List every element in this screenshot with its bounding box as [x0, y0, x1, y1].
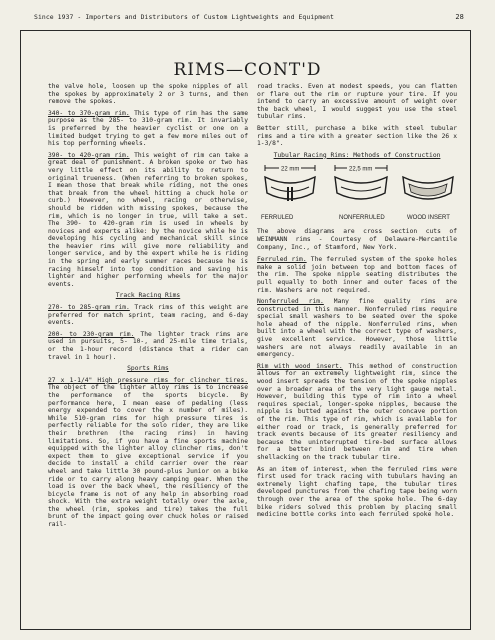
page-title: RIMS—CONT'D [173, 60, 322, 80]
paragraph-better-still: Better still, purchase a bike with steel tubular rims and a tire with a greater section like the 26 x 1-3/8". [257, 124, 457, 148]
left-column [48, 83, 248, 533]
rim-diagrams [257, 163, 457, 225]
heading-clincher-rims: 27 x 1-1/4" High pressure rims for clincher tires. [48, 376, 248, 384]
nonferruled-rim-section [335, 177, 387, 199]
heading-nonferruled: Nonferruled rim. [257, 298, 324, 306]
running-header [34, 13, 464, 21]
running-head-text: Since 1937 - Importers and Distributors of Custom Lightweights and Equipment [34, 13, 335, 21]
label-nonferruled: NONFERRULED [339, 215, 385, 222]
paragraph-wood-insert: Rim with wood insert. This method of construction allows for an extremely lightweight rim, since the wood insert spreads the tension of the spoke nipples over a broader area of the very light gauge metal. However, building this type of rim into a wheel requires special, longer-spoke nipples, because the nipple is butted against the outer concave portion of the rim. This type of rim, which is available for either road or track, is generally preferred for track events because of its greater resiliency and because the uninterrupted tire-bed surface allows for a better bind between rim and tire when shellacking on the track tubular tire. [257, 362, 457, 461]
dimension-label-22-5mm: 22,5 mm [349, 166, 373, 173]
page-number: 28 [455, 13, 464, 21]
rim-cross-section-figure [257, 152, 457, 251]
figure-caption: Tubular Racing Rims: Methods of Construction [273, 151, 441, 159]
subheading-track-racing-rims: Track Racing Rims [115, 292, 181, 300]
wood-insert-rim-section [403, 177, 453, 199]
heading-wood-insert: Rim with wood insert. [257, 362, 343, 370]
label-wood-insert: WOOD INSERT [407, 215, 450, 222]
paragraph-nonferruled: Nonferruled rim. Many fine quality rims are constructed in this manner. Nonferruled rims require special small washers to be seated over the spoke hole ahead of the nipple. Nonferruled rims, when built into a wheel with the correct type of washers, give excellent service. However, those little washers are not always readily available in an emergency. [257, 298, 457, 359]
paragraph-200-rim: 200- to 230-gram rim. The lighter track rims are used in pursuits, 5- 10-, and 25-mile time trials, or the 1-hour record (distance that a rider can travel in 1 hour). [48, 330, 248, 361]
subheading-sports-rims: Sports Rims [127, 365, 169, 373]
paragraph-ferruled: Ferruled rim. The ferruled system of the spoke holes make a solid join between top and bottom faces of the rim. The spoke nipple seating distributes the pull equally to both inner and outer faces of the rim. Washers are not required. [257, 256, 457, 294]
figure-note: The above diagrams are cross section cuts of WEINMANN rims - Courtesy of Delaware-Mercantile Company, Inc., of Stamford, New York. [257, 228, 457, 251]
paragraph-270-rim: 270- to 285-gram rim. Track rims of this weight are preferred for match sprint, team racing, and 6-day events. [48, 304, 248, 327]
paragraph-clincher-rims: 27 x 1-1/4" High pressure rims for clincher tires. The object of the lighter alloy rims is to increase the performance of the sports bicycle. By performance here, I mean ease of pedaling (less energy expended to cover the x number of miles). While 510-gram rims for high pressure tires is perfectly reliable for the solo rider, they are like their brethren (the racing rims) in having limitations. So, if you have a fine sports machine equipped with the lighter alloy clincher rims, don't expect them to give exceptional service if you decide to install a child carrier over the rear wheel and take little 30 pound-plus Junior on a bike ride or to carry along heavy camping gear. When the load is over the back wheel, the resiliency of the bicycle frame is not of any help in absorbing road shock. With the extra weight totally over the axle, the wheel (rim, spokes and tire) takes the full brunt of the impact going over chuck holes or raised rail- [48, 376, 248, 529]
right-column [257, 83, 457, 523]
heading-340-rim: 340- to 370-gram rim. [48, 109, 130, 117]
dimension-label-22mm: 22 mm [281, 166, 300, 173]
paragraph-continued: road tracks. Even at modest speeds, you can flatten or flare out the rim or rupture your tire. If you intend to carry an excessive amount of weight over the back wheel, I would suggest you use the steel tubular rims. [257, 83, 457, 121]
paragraph-item-of-interest: As an item of interest, when the ferruled rims were first used for track racing with tubulars having an extremely light chafing tape, the tubular tires developed punctures from the chafing tape being worn through over the area of the spoke hole. The 6-day bike riders solved this problem by placing small medicine bottle corks into each ferruled spoke hole. [257, 465, 457, 519]
heading-390-rim: 390- to 420-gram rim. [48, 151, 130, 159]
heading-200-rim: 200- to 230-gram rim. [48, 330, 135, 338]
ferruled-rim-section [265, 177, 315, 201]
heading-ferruled: Ferruled rim. [257, 256, 307, 264]
paragraph-intro: the valve hole, loosen up the spoke nipples of all the spokes by approximately 2 or 3 turns, and then remove the spokes. [48, 83, 248, 106]
label-ferruled: FERRULED [261, 215, 294, 222]
heading-270-rim: 270- to 285-gram rim. [48, 304, 130, 312]
paragraph-340-rim: 340- to 370-gram rim. This type of rim has the same purpose as the 285- to 310-gram rim. It invariably is preferred by the heavier cyclist or one on a limited budget trying to get a few more miles out of his top performing wheels. [48, 109, 248, 148]
paragraph-390-rim: 390- to 420-gram rim. This weight of rim can take a great deal of punishment. A broken spoke or two has very little effect on its ability to return to original trueness. (When referring to broken spokes, I mean those that break while riding, not the ones that break from the wheel hitting a chuck hole or curb.) However, no wheel, racing or otherwise, should be ridden with missing spokes, because the rim, which is no longer in true, will take a set. The 390- to 420-gram rim is used in wheels by novices and experts alike: by the novice while he is developing his cycling and mechanical skill since the heavier rims will give more reliability and longer service, and by the expert while he is riding in the spring and early summer races because he is racing himself into top condition and saving his lighter and higher performing wheels for the major events. [48, 151, 248, 288]
